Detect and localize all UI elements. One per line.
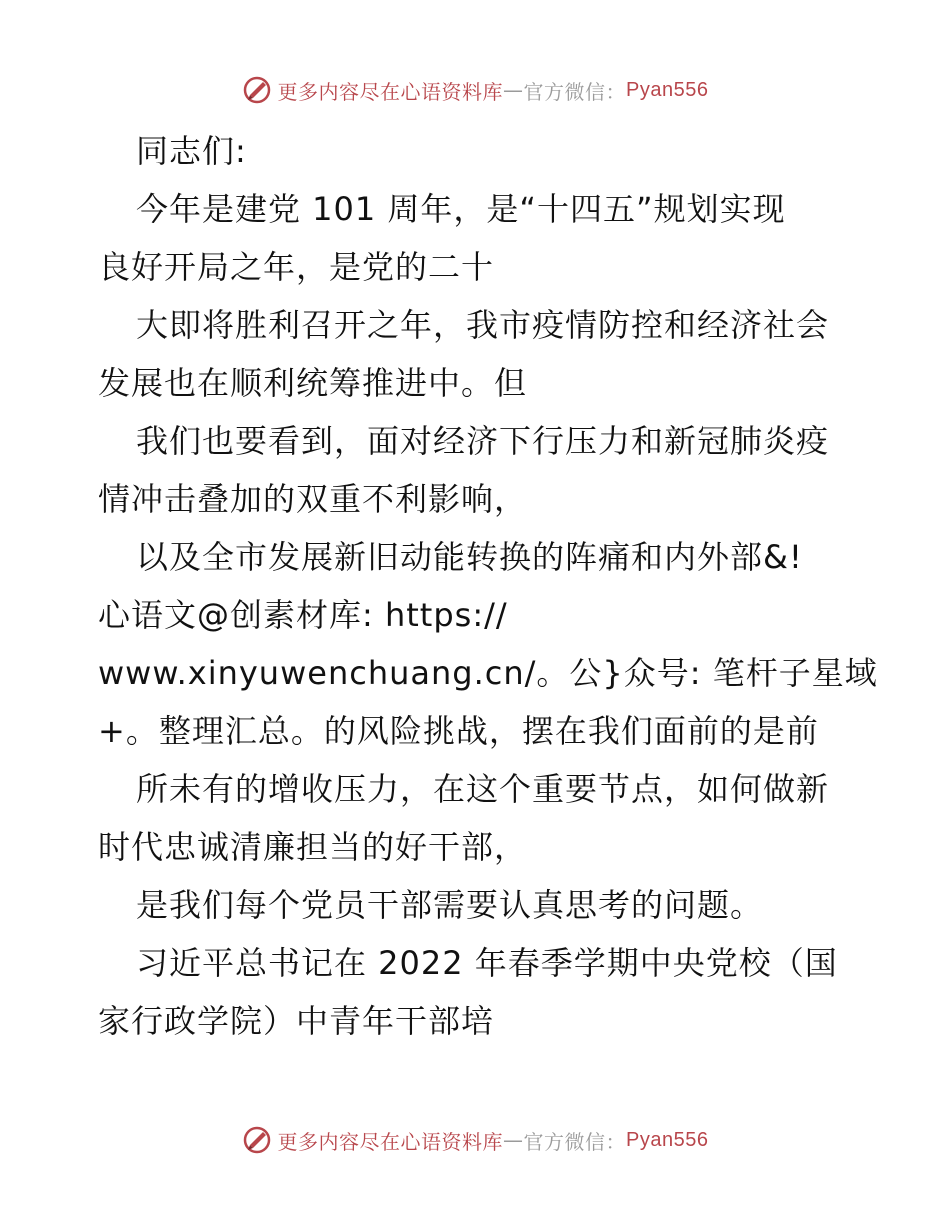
text-line: 今年是建党 101 周年，是“十四五”规划实现 <box>136 190 786 228</box>
text-line: 发展也在顺利统筹推进中。但 <box>98 364 528 402</box>
text-line: 大即将胜利召开之年，我市疫情防控和经济社会 <box>136 306 830 344</box>
text-line: www.xinyuwenchuang.cn/。公}众号: 笔杆子星域 <box>98 654 878 692</box>
document-body <box>98 122 878 1050</box>
text-line: 所未有的增收压力，在这个重要节点，如何做新 <box>136 770 830 808</box>
banner-text: 更多内容尽在心语资料库 <box>277 79 504 104</box>
banner-wechat-label: 官方微信： <box>523 79 627 104</box>
text-line: 习近平总书记在 2022 年春季学期中央党校（国 <box>136 944 838 982</box>
brand-logo-icon <box>242 1125 272 1155</box>
banner-wechat-id: Pyan556 <box>626 78 709 101</box>
brand-logo-icon <box>242 75 272 105</box>
text-line: 家行政学院）中青年干部培 <box>98 1002 495 1040</box>
banner-text: 更多内容尽在心语资料库 <box>277 1129 504 1154</box>
text-line: 我们也要看到，面对经济下行压力和新冠肺炎疫 <box>136 422 830 460</box>
text-line: 以及全市发展新旧动能转换的阵痛和内外部&! <box>136 538 803 576</box>
text-line: 情冲击叠加的双重不利影响， <box>98 480 528 518</box>
text-line: +。整理汇总。的风险挑战，摆在我们面前的是前 <box>98 712 819 750</box>
text-line: 是我们每个党员干部需要认真思考的问题。 <box>136 886 764 924</box>
text-line: 同志们: <box>136 132 247 170</box>
text-line: 良好开局之年，是党的二十 <box>98 248 495 286</box>
text-line: 心语文@创素材库: https:// <box>98 596 508 634</box>
banner-wechat-label: 官方微信： <box>523 1129 627 1154</box>
footer-banner <box>0 1120 950 1160</box>
banner-wechat-id: Pyan556 <box>626 1128 709 1151</box>
header-banner <box>0 70 950 110</box>
banner-separator: — <box>503 1128 524 1152</box>
text-line: 时代忠诚清廉担当的好干部， <box>98 828 528 866</box>
banner-separator: — <box>503 78 524 102</box>
